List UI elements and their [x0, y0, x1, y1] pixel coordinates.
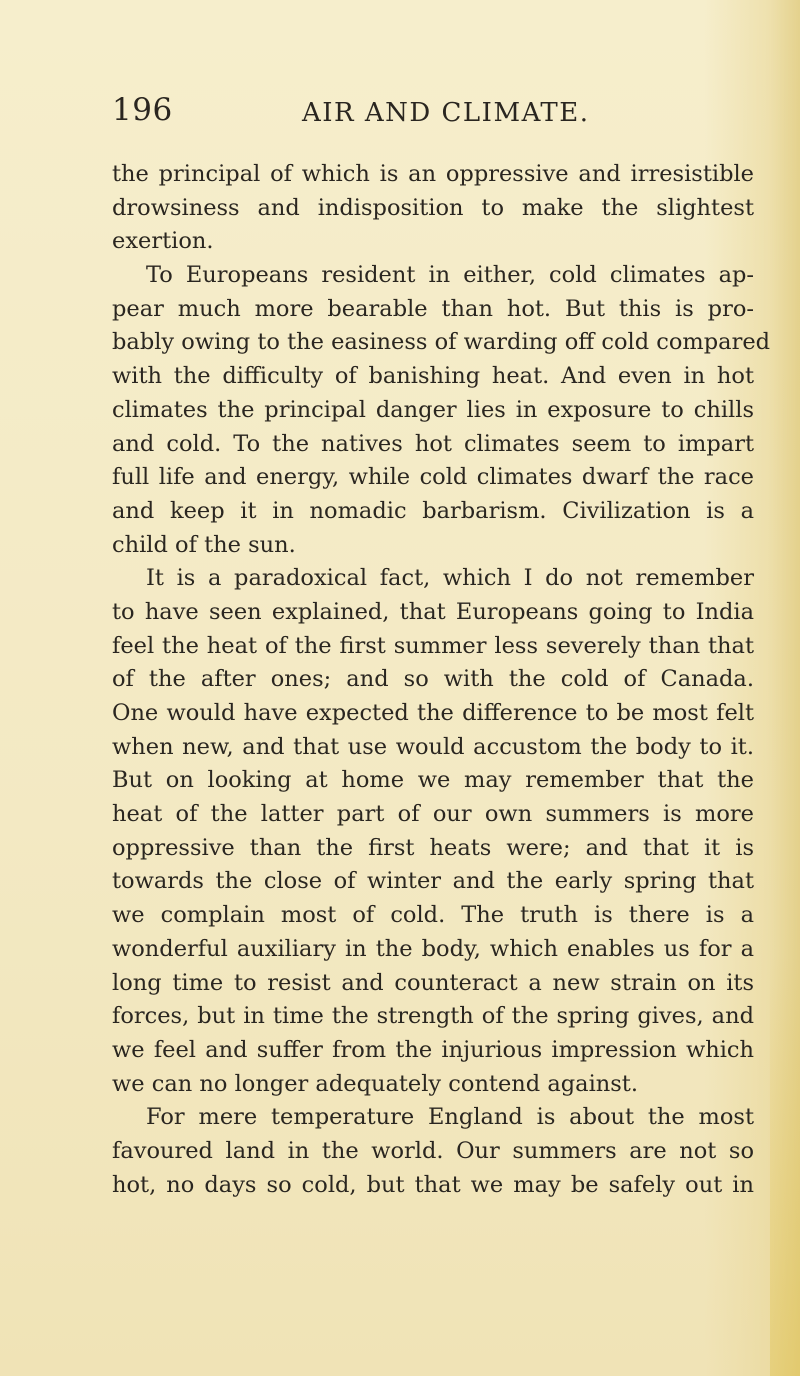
text-line: and keep it in nomadic barbarism. Civilization is a — [112, 497, 754, 524]
text-line: of the after ones; and so with the cold of Canada. — [112, 666, 754, 693]
text-line: full life and energy, while cold climates dwarf the race — [112, 464, 754, 491]
text-line: bably owing to the easiness of warding off cold compared — [112, 329, 771, 356]
text-line: favoured land in the world. Our summers are not so — [112, 1137, 754, 1164]
text-line: we complain most of cold. The truth is there is a — [112, 902, 754, 929]
text-line: heat of the latter part of our own summers is more — [112, 801, 754, 828]
text-line: For mere temperature England is about the most — [146, 1104, 754, 1131]
running-head: AIR AND CLIMATE. — [302, 98, 590, 128]
text-line: with the difficulty of banishing heat. And even in hot — [112, 363, 754, 390]
text-line: we can no longer adequately contend against. — [112, 1070, 638, 1097]
text-line: the principal of which is an oppressive and irresistible — [112, 161, 754, 187]
text-line: climates the principal danger lies in exposure to chills — [112, 396, 754, 423]
body-text — [112, 158, 771, 1202]
text-line: child of the sun. — [112, 531, 296, 558]
text-line: we feel and suffer from the injurious impression which — [112, 1036, 754, 1063]
text-line: when new, and that use would accustom the body to it. — [112, 733, 754, 760]
page-number: 196 — [112, 92, 173, 128]
text-line: drowsiness and indisposition to make the slightest — [112, 194, 754, 221]
text-line: One would have expected the difference to be most felt — [112, 700, 754, 726]
page-header — [112, 92, 752, 132]
text-line: long time to resist and counteract a new strain on its — [112, 969, 754, 996]
text-line: forces, but in time the strength of the spring gives, and — [112, 1003, 754, 1030]
text-line: exertion. — [112, 228, 214, 255]
text-line: oppressive than the first heats were; and that it is — [112, 834, 754, 861]
text-line: pear much more bearable than hot. But this is pro- — [112, 295, 754, 322]
text-line: It is a paradoxical fact, which I do not remember — [146, 565, 754, 592]
text-line: towards the close of winter and the early spring that — [112, 868, 754, 895]
page-edge-shading — [770, 956, 800, 1376]
text-line: feel the heat of the first summer less severely than that — [112, 632, 754, 659]
text-line: wonderful auxiliary in the body, which enables us for a — [112, 935, 754, 962]
text-line: To Europeans resident in either, cold climates ap- — [146, 262, 754, 289]
text-line: and cold. To the natives hot climates seem to impart — [112, 430, 754, 457]
text-line: But on looking at home we may remember that the — [112, 767, 754, 794]
text-line: hot, no days so cold, but that we may be safely out in — [112, 1171, 754, 1198]
text-line: to have seen explained, that Europeans going to India — [112, 598, 754, 625]
